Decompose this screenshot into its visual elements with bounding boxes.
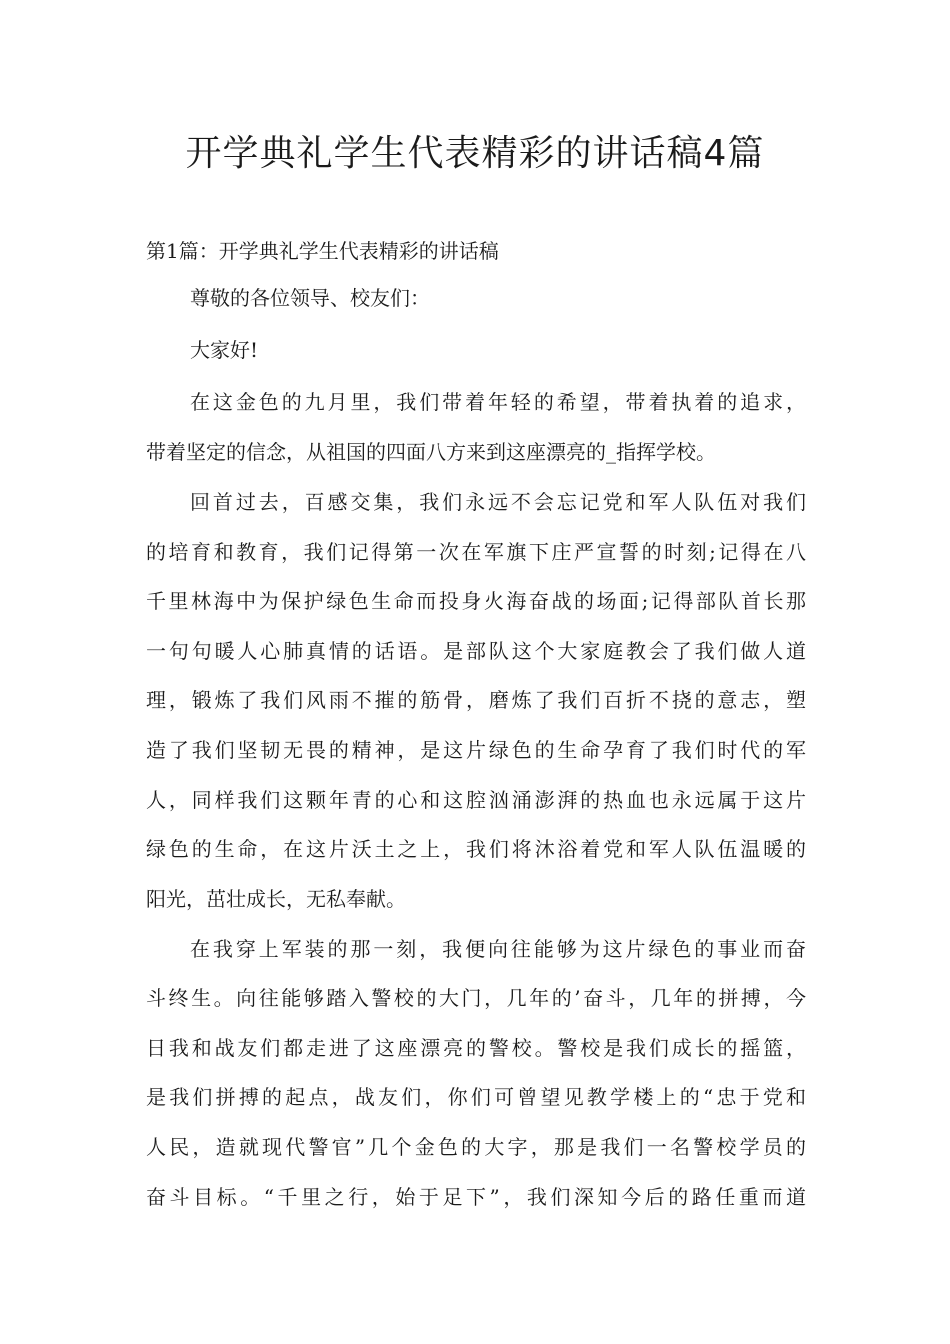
salutation-line: 尊敬的各位领导、校友们：	[190, 286, 430, 310]
paragraph-line: 千里林海中为保护绿色生命而投身火海奋战的场面;记得部队首长那	[146, 589, 806, 613]
paragraph-line: 人民，造就现代警官”几个金色的大字，那是我们一名警校学员的	[146, 1135, 806, 1159]
paragraph-line: 造了我们坚韧无畏的精神，是这片绿色的生命孕育了我们时代的军	[146, 738, 806, 762]
paragraph-line: 是我们拼搏的起点，战友们，你们可曾望见教学楼上的“忠于党和	[146, 1085, 806, 1109]
paragraph-line: 日我和战友们都走进了这座漂亮的警校。警校是我们成长的摇篮，	[146, 1036, 806, 1060]
section-heading: 第1篇：开学典礼学生代表精彩的讲话稿	[146, 239, 499, 263]
paragraph-line: 理，锻炼了我们风雨不摧的筋骨，磨炼了我们百折不挠的意志，塑	[146, 688, 806, 712]
paragraph-line: 在我穿上军装的那一刻，我便向往能够为这片绿色的事业而奋	[190, 937, 806, 961]
paragraph-line: 奋斗目标。“千里之行，始于足下”，我们深知今后的路任重而道	[146, 1185, 806, 1209]
paragraph-line: 绿色的生命，在这片沃土之上，我们将沐浴着党和军人队伍温暖的	[146, 837, 806, 861]
paragraph-line: 回首过去，百感交集，我们永远不会忘记党和军人队伍对我们	[190, 490, 806, 514]
paragraph-line: 斗终生。向往能够踏入警校的大门，几年的’奋斗，几年的拼搏，今	[146, 986, 806, 1010]
document-title: 开学典礼学生代表精彩的讲话稿4篇	[185, 133, 765, 174]
paragraph-line: 人，同样我们这颗年青的心和这腔汹涌澎湃的热血也永远属于这片	[146, 788, 806, 812]
paragraph-line: 带着坚定的信念，从祖国的四面八方来到这座漂亮的_指挥学校。	[146, 440, 716, 464]
paragraph-line: 在这金色的九月里，我们带着年轻的希望，带着执着的追求，	[190, 390, 806, 414]
paragraph-line: 的培育和教育，我们记得第一次在军旗下庄严宣誓的时刻;记得在八	[146, 540, 806, 564]
greeting-line: 大家好!	[190, 338, 259, 362]
paragraph-line: 一句句暖人心肺真情的话语。是部队这个大家庭教会了我们做人道	[146, 639, 806, 663]
paragraph-line: 阳光，茁壮成长，无私奉献。	[146, 887, 406, 911]
